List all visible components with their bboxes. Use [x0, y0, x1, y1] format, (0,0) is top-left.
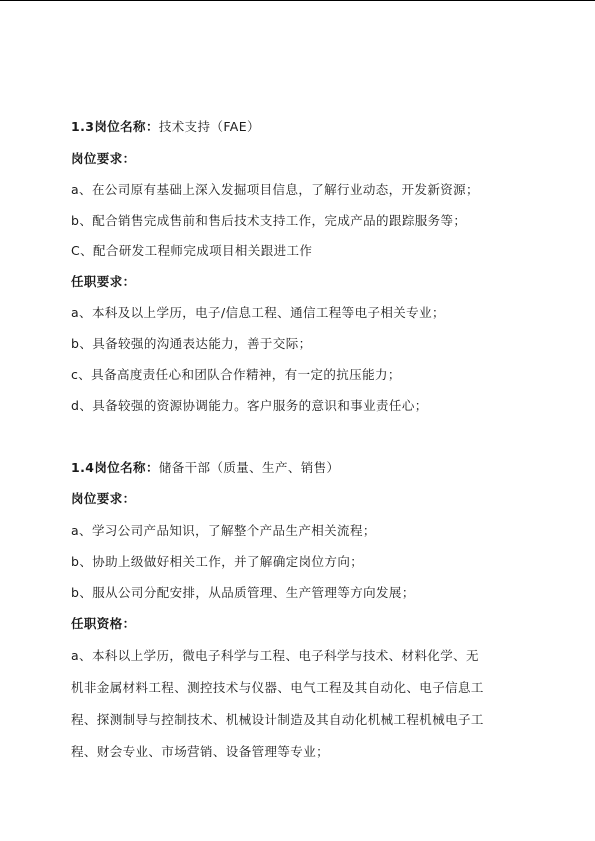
page-top-border — [0, 0, 595, 1]
section-1-4-qualification-line: 程、探测制导与控制技术、机械设计制造及其自动化机械工程机械电子工 — [71, 712, 484, 727]
section-1-3-qualification-item: c、具备高度责任心和团队合作精神，有一定的抗压能力； — [71, 367, 401, 382]
section-1-3-requirement-item: b、配合销售完成售前和售后技术支持工作，完成产品的跟踪服务等； — [71, 213, 467, 228]
section-1-3-heading — [71, 119, 531, 135]
section-1-3-qualifications-heading: 任职要求： — [71, 274, 136, 289]
section-1-3-requirement-item: C、配合研发工程师完成项目相关跟进工作 — [71, 243, 313, 258]
section-1-4-requirement-item: a、学习公司产品知识，了解整个产品生产相关流程； — [71, 523, 376, 538]
section-1-4-qualification-line: 程、财会专业、市场营销、设备管理等专业； — [71, 744, 330, 759]
section-1-4-qualification-line: a、本科以上学历，微电子科学与工程、电子科学与技术、材料化学、无 — [71, 648, 479, 663]
section-1-4-qualification-line: 机非金属材料工程、测控技术与仪器、电气工程及其自动化、电子信息工 — [71, 680, 484, 695]
section-1-3-qualification-item: b、具备较强的沟通表达能力，善于交际； — [71, 336, 312, 351]
section-1-4-label: 岗位名称： — [94, 460, 159, 475]
section-1-4-number: 1.4 — [71, 460, 95, 475]
section-1-3-number: 1.3 — [71, 119, 95, 134]
section-1-3-qualification-item: d、具备较强的资源协调能力。客户服务的意识和事业责任心； — [71, 398, 428, 413]
section-1-3-requirements-heading: 岗位要求： — [71, 151, 136, 166]
section-1-4-requirements-heading: 岗位要求： — [71, 491, 136, 506]
section-1-3-qualification-item: a、本科及以上学历，电子/信息工程、通信工程等电子相关专业； — [71, 305, 445, 320]
section-1-4-requirement-item: b、协助上级做好相关工作，并了解确定岗位方向； — [71, 554, 364, 569]
section-1-4-title: 储备干部（质量、生产、销售） — [158, 460, 340, 475]
section-1-4-requirement-item: b、服从公司分配安排，从品质管理、生产管理等方向发展； — [71, 585, 415, 600]
section-1-3-label: 岗位名称： — [94, 119, 159, 134]
section-1-3-requirement-item: a、在公司原有基础上深入发掘项目信息，了解行业动态，开发新资源； — [71, 182, 479, 197]
section-1-4-qualifications-heading: 任职资格： — [71, 616, 136, 631]
section-1-3-title: 技术支持（FAE） — [158, 119, 260, 134]
section-1-4-heading — [71, 460, 531, 476]
